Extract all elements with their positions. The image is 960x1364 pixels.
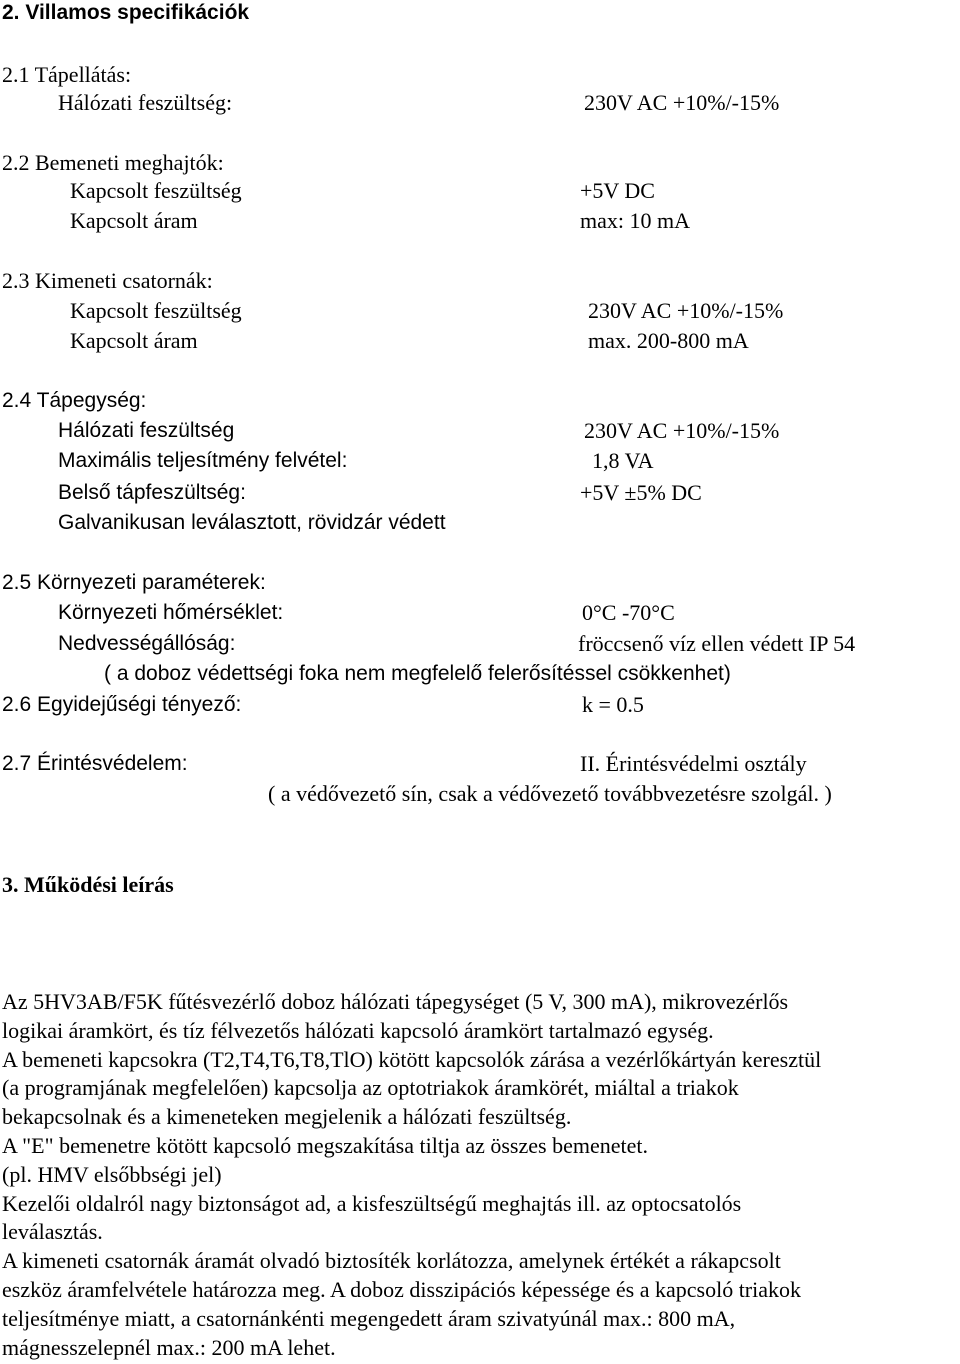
description-paragraph [2, 988, 958, 1362]
description-line: A kimeneti csatornák áramát olvadó biztosíték korlátozza, amelynek értékét a rákapcsolt [2, 1248, 781, 1274]
description-line: mágnesszelepnél max.: 200 mA lehet. [2, 1334, 336, 1360]
s24-label2: Maximális teljesítmény felvétel: [58, 449, 348, 472]
s25-value2: fröccsenő víz ellen védett IP 54 [578, 631, 856, 656]
description-line: bekapcsolnak és a kimeneteken megjelenik a hálózati feszültség. [2, 1104, 572, 1130]
s23-value1: 230V AC +10%/-15% [588, 298, 784, 323]
s24-label1: Hálózati feszültség [58, 419, 235, 442]
s25-label1: Környezeti hőmérséklet: [58, 601, 284, 624]
s22-value1: +5V DC [580, 178, 655, 203]
description-line: Kezelői oldalról nagy biztonságot ad, a kisfeszültségű meghajtás ill. az optocsatolós [2, 1190, 742, 1216]
s24-value3: +5V ±5% DC [580, 480, 702, 505]
description-line: (pl. HMV elsőbbségi jel) [2, 1161, 222, 1187]
s21-value: 230V AC +10%/-15% [584, 90, 780, 115]
s25-heading: 2.5 Környezeti paraméterek: [2, 571, 266, 594]
s27-heading: 2.7 Érintésvédelem: [2, 752, 188, 775]
s23-label1: Kapcsolt feszültség [70, 298, 242, 323]
s23-heading: 2.3 Kimeneti csatornák: [2, 268, 213, 293]
s23-label2: Kapcsolt áram [70, 328, 198, 353]
s27-value: II. Érintésvédelmi osztály [580, 751, 807, 776]
s27-note: ( a védővezető sín, csak a védővezető továbbvezetésre szolgál. ) [268, 781, 832, 806]
s25-value1: 0°C -70°C [582, 600, 675, 625]
s22-value2: max: 10 mA [580, 208, 690, 233]
s26-value: k = 0.5 [582, 692, 644, 717]
s24-label4: Galvanikusan leválasztott, rövidzár védett [58, 511, 446, 534]
description-line: Az 5HV3AB/F5K fűtésvezérlő doboz hálózati tápegységet (5 V, 300 mA), mikrovezérlős [2, 989, 789, 1014]
s22-heading: 2.2 Bemeneti meghajtók: [2, 150, 224, 175]
description-line: A "E" bemenetre kötött kapcsoló megszakítása tiltja az összes bemenetet. [2, 1132, 648, 1158]
section-3-title: 3. Működési leírás [2, 872, 174, 897]
s24-value1: 230V AC +10%/-15% [584, 418, 780, 443]
s26-heading: 2.6 Egyidejűségi tényező: [2, 693, 242, 716]
s24-heading: 2.4 Tápegység: [2, 389, 147, 412]
description-line: teljesítménye miatt, a csatornánkénti megengedett áram szivatyúnál max.: 800 mA, [2, 1305, 736, 1331]
description-line: logikai áramkört, és tíz félvezetős hálózati kapcsoló áramkört tartalmazó egység. [2, 1017, 714, 1043]
description-line: (a programjának megfelelően) kapcsolja az optotriakok áramkörét, miáltal a triakok [2, 1075, 739, 1101]
s24-value2: 1,8 VA [592, 448, 654, 473]
s21-heading: 2.1 Tápellátás: [2, 62, 132, 87]
s23-value2: max. 200-800 mA [588, 328, 749, 353]
s25-label2: Nedvességállóság: [58, 632, 236, 655]
description-line: leválasztás. [2, 1219, 103, 1245]
s25-note: ( a doboz védettségi foka nem megfelelő felerősítéssel csökkenhet) [104, 662, 731, 685]
s21-label: Hálózati feszültség: [58, 90, 233, 115]
description-line: A bemeneti kapcsokra (T2,T4,T6,T8,TlO) kötött kapcsolók zárása a vezérlőkártyán keresztül [2, 1046, 822, 1072]
s22-label1: Kapcsolt feszültség [70, 178, 242, 203]
description-line: eszköz áramfelvétele határozza meg. A doboz disszipációs képessége és a kapcsoló triakok [2, 1276, 802, 1302]
section-2-title: 2. Villamos specifikációk [2, 1, 250, 24]
s22-label2: Kapcsolt áram [70, 208, 198, 233]
s24-label3: Belső tápfeszültség: [58, 481, 246, 504]
